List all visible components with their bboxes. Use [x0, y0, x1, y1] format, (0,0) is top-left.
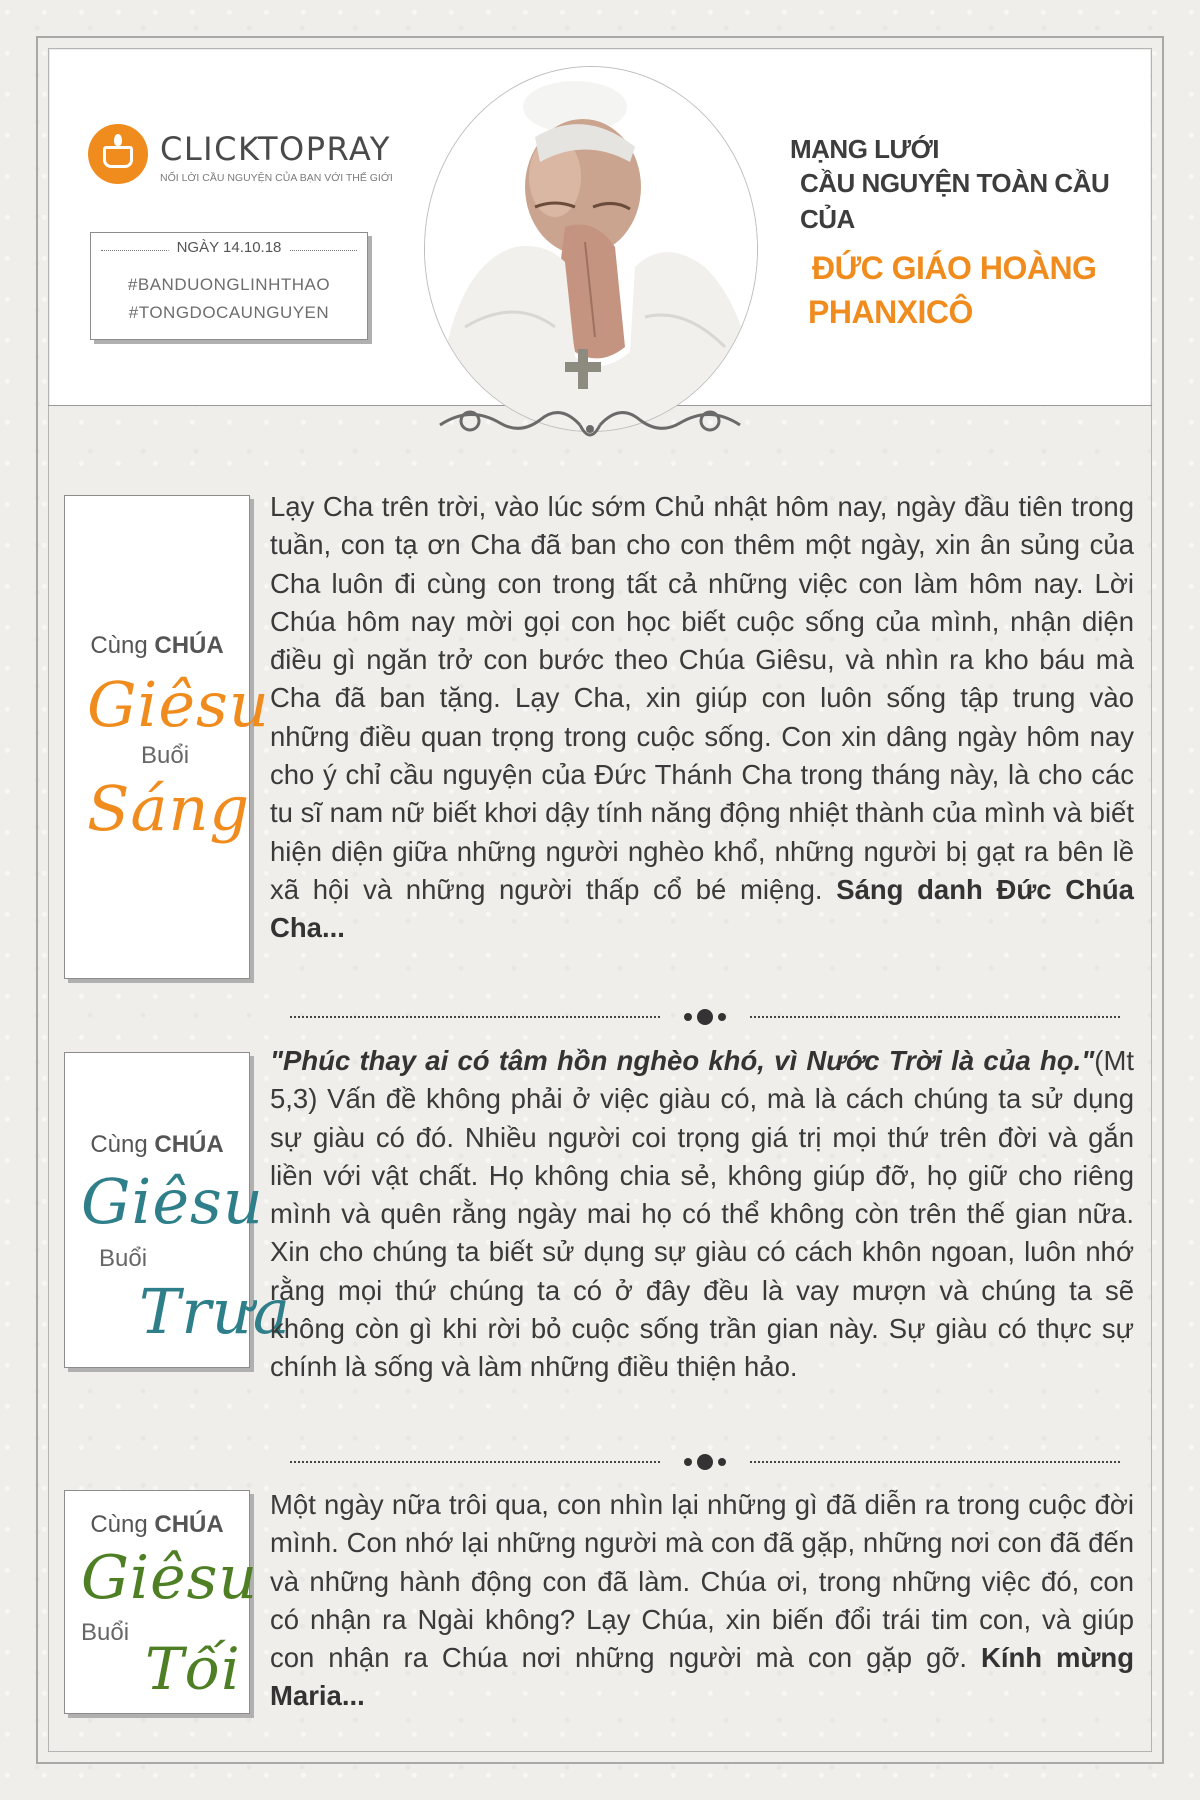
separator-2: [290, 1452, 1120, 1472]
noon-giesu: Giêsu: [81, 1165, 264, 1238]
date-card: [90, 232, 368, 340]
morning-giesu: Giêsu: [87, 668, 270, 741]
pope-photo: [424, 66, 758, 432]
header-line-3: CỦA: [800, 204, 855, 234]
noon-cung-chua: Cùng CHÚA: [90, 1131, 224, 1158]
noon-trua: Trưa: [139, 1275, 291, 1348]
morning-buoi: Buổi: [141, 742, 190, 769]
pope-title-line-1: ĐỨC GIÁO HOÀNG: [812, 250, 1097, 286]
morning-prayer: Lạy Cha trên trời, vào lúc sớm Chủ nhật hôm nay, ngày đầu tiên trong tuần, con tạ ơn Cha đã ban cho con thêm một ngày, xin ân sủng của Cha luôn đi cùng con trong tất cả những việc con làm hôm nay. Lời Chúa hôm nay mời gọi con học biết cuộc sống của mình, nhận diện điều gì ngăn trở con bước theo Chúa Giêsu, và nhìn ra kho báu mà Cha đã ban tặng. Lạy Cha, xin giúp con luôn sống tập trung vào những điều quan trọng trong cuộc sống. Con xin dâng ngày hôm nay cho ý chỉ cầu nguyện của Đức Thánh Cha trong tháng này, là cho các tu sĩ nam nữ biết khơi dậy tính năng động nhiệt thành của mình và biết hiện diện giữa những người nghèo khổ, những người bị gạt ra bên lề xã hội và những người thấp cổ bé miệng. Sáng danh Đức Chúa Cha...: [270, 491, 1134, 944]
hashtag-banduong: #BANDUONGLINHTHAO: [127, 275, 331, 294]
evening-giesu: Giêsu: [81, 1543, 259, 1613]
hashtag-tongdo: #TONGDOCAUNGUYEN: [128, 303, 330, 322]
morning-sang: Sáng: [87, 772, 251, 845]
evening-prayer: Một ngày nữa trôi qua, con nhìn lại những gì đã diễn ra trong cuộc đời mình. Con nhớ lại những người mà con đã gặp, những nơi con đã đến và những hành động con đã làm. Chúa ơi, trong những việc đó, con có nhận ra Ngài không? Lạy Chúa, xin biến đổi trái tim con, và giúp con nhận ra Chúa nơi những người mà con gặp gỡ. Kính mừng Maria...: [270, 1489, 1134, 1712]
separator-1: [290, 1007, 1120, 1027]
morning-cung-chua: Cùng CHÚA: [90, 632, 224, 659]
noon-label-card: [64, 1052, 291, 1368]
brand-name: CLICKTOPRAY: [160, 130, 391, 168]
header-line-1: MẠNG LƯỚI: [790, 134, 940, 164]
evening-cung-chua: Cùng CHÚA: [90, 1511, 224, 1538]
noon-reflection: "Phúc thay ai có tâm hồn nghèo khó, vì Nước Trời là của họ."(Mt 5,3) Vấn đề không phải ở việc giàu có, mà là cách chúng ta sử dụng sự giàu có đó. Nhiều người coi trọng giá trị mọi thứ trên đời và gắn liền với vật chất. Họ không chia sẻ, không giúp đỡ, họ giữ cho riêng mình và quên rằng ngày mai họ có thể không còn trên thế gian nữa. Xin cho chúng ta biết sử dụng sự giàu có cách khôn ngoan, luôn nhớ rằng mọi thứ chúng ta có ở đây đều là vay mượn và chúng ta sẽ không còn gì khi rời bỏ cuộc sống trần gian này. Sự giàu có thực sự chính là sống và làm những điều thiện hảo.: [270, 1045, 1134, 1383]
date-label: NGÀY 14.10.18: [169, 239, 290, 256]
brand-tagline: NỐI LỜI CẦU NGUYỆN CỦA BẠN VỚI THẾ GIỚI: [160, 172, 393, 184]
evening-buoi: Buổi: [81, 1619, 130, 1646]
morning-label-card: [64, 495, 270, 979]
evening-label-card: [64, 1490, 259, 1714]
candle-icon: [88, 124, 148, 184]
flourish-ornament: [430, 395, 750, 455]
evening-toi: Tối: [145, 1635, 241, 1703]
noon-buoi: Buổi: [99, 1245, 148, 1272]
pope-title-line-2: PHANXICÔ: [808, 294, 973, 330]
header-line-2: CẦU NGUYỆN TOÀN CẦU: [800, 168, 1110, 198]
clicktopray-logo: [88, 124, 393, 194]
